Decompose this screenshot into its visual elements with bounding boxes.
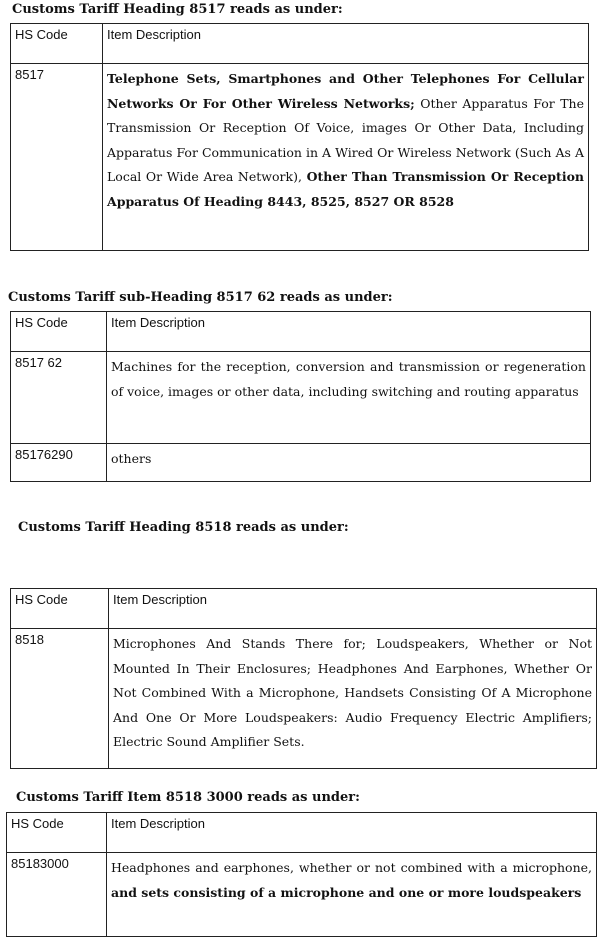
- section-heading-8517: Customs Tariff Heading 8517 reads as under:: [12, 2, 343, 17]
- table-header-row: [11, 24, 589, 64]
- table-row: [11, 629, 597, 769]
- item-description-cell: [109, 629, 597, 769]
- table-header-row: [7, 813, 597, 853]
- description-text: Machines for the reception, conversion and transmission or regeneration of voice, images or other data, including switching and routing apparatus: [111, 359, 586, 399]
- description-text: Microphones And Stands There for; Loudspeakers, Whether or Not Mounted In Their Enclosures; Headphones And Earphones, Whether Or Not Combined With a Microphone, Handsets Consisting Of A Microphone And One Or More Loudspeakers: Audio Frequency Electric Amplifiers; Electric Sound Amplifier Sets.: [113, 636, 592, 749]
- hs-code-cell: 8517: [11, 64, 103, 251]
- hs-code-cell: 8517 62: [11, 352, 107, 444]
- tariff-table-8517: [10, 23, 589, 251]
- hs-code-cell: 8518: [11, 629, 109, 769]
- item-description-cell: [107, 853, 597, 937]
- description-text: Telephone Sets, Smartphones and Other Telephones For Cellular Networks Or For Other Wireless Networks;: [107, 71, 584, 111]
- hs-code-cell: 85183000: [7, 853, 107, 937]
- item-description-header: Item Description: [107, 312, 591, 352]
- section-heading-8518: Customs Tariff Heading 8518 reads as under:: [18, 520, 349, 535]
- table-row: [11, 64, 589, 251]
- section-heading-8518-3000: Customs Tariff Item 8518 3000 reads as under:: [16, 790, 360, 805]
- tariff-table-8518: [10, 588, 597, 769]
- table-row: [11, 444, 591, 482]
- item-description-cell: [107, 444, 591, 482]
- table-header-row: [11, 589, 597, 629]
- item-description-cell: [103, 64, 589, 251]
- tariff-table-8518-3000: [6, 812, 597, 937]
- description-text: Other Than Transmission Or Reception Apparatus Of Heading 8443, 8525, 8527 OR 8528: [107, 169, 584, 209]
- item-description-cell: [107, 352, 591, 444]
- description-text: Other Apparatus For The Transmission Or Reception Of Voice, images Or Other Data, Including Apparatus For Communication in A Wired Or Wireless Network (Such As A Local Or Wide Area Network),: [107, 95, 584, 184]
- tariff-table-8517-62: [10, 311, 591, 482]
- hs-code-cell: 85176290: [11, 444, 107, 482]
- description-text: Headphones and earphones, whether or not combined with a microphone,: [111, 860, 592, 875]
- description-text: and sets consisting of a microphone and one or more loudspeakers: [111, 884, 582, 900]
- table-row: [7, 853, 597, 937]
- item-description-header: Item Description: [109, 589, 597, 629]
- description-text: others: [111, 451, 152, 466]
- hs-code-header: HS Code: [11, 312, 107, 352]
- hs-code-header: HS Code: [7, 813, 107, 853]
- table-header-row: [11, 312, 591, 352]
- hs-code-header: HS Code: [11, 589, 109, 629]
- hs-code-header: HS Code: [11, 24, 103, 64]
- section-heading-8517-62: Customs Tariff sub-Heading 8517 62 reads as under:: [8, 290, 393, 305]
- item-description-header: Item Description: [107, 813, 597, 853]
- item-description-header: Item Description: [103, 24, 589, 64]
- table-row: [11, 352, 591, 444]
